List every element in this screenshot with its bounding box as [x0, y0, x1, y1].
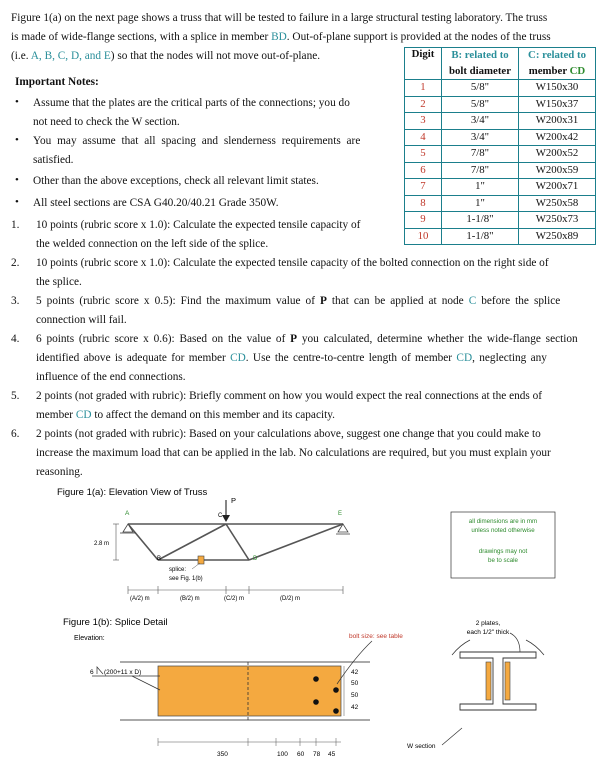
q4-text: 6 points (rubric score x 0.6): Based on the value of — [36, 333, 291, 345]
dim-42b: 42 — [351, 704, 359, 711]
intro-text: . Out-of-plane support is provided at the nodes of the truss — [286, 31, 551, 43]
q4-l3: influence of the end connections. — [36, 371, 186, 383]
dim-50b: 50 — [351, 692, 359, 699]
notes-title: Important Notes: — [15, 76, 99, 88]
intro-line-1: Figure 1(a) on the next page shows a truss that will be tested to failure in a large structural testing laboratory. The truss — [11, 12, 548, 24]
weld-plate-size: (200+11 x D) — [104, 669, 142, 676]
table-cell-d: 4 — [405, 129, 442, 146]
col-c-l1: C: related to — [519, 48, 596, 64]
node-c-ref: C — [468, 295, 477, 307]
table-row — [405, 113, 596, 130]
table-cell-b: 1-1/8" — [442, 212, 519, 229]
dim-60: 60 — [297, 751, 305, 758]
note-scale-l1: drawings may not — [478, 548, 528, 555]
q3-text: that can be applied at node — [326, 295, 469, 307]
node-b-label: B — [157, 556, 162, 562]
splice-plate-side — [505, 662, 510, 700]
table-cell-c: W200x71 — [519, 179, 596, 196]
roller-support-e — [338, 524, 348, 532]
table-cell-b: 1-1/8" — [442, 228, 519, 245]
q1-l1: 10 points (rubric score x 1.0): Calculate the expected tensile capacity of — [36, 219, 361, 231]
table-row — [405, 129, 596, 146]
fig1b-title: Figure 1(b): Splice Detail — [63, 617, 168, 628]
weld-size: 6 — [90, 669, 94, 676]
table-row — [405, 80, 596, 97]
q6-l1: 2 points (not graded with rubric): Based on your calculations above, suggest one change that you could make to — [36, 428, 541, 440]
member-bd-ref: BD — [271, 31, 287, 43]
q4-text: . Use the centre-to-centre length of member — [245, 352, 457, 364]
dim-100: 100 — [277, 751, 288, 758]
table-cell-b: 7/8" — [442, 162, 519, 179]
note-1-l2: not need to check the W section. — [33, 116, 180, 128]
load-p-ref: P — [319, 295, 327, 307]
table-cell-d: 1 — [405, 80, 442, 97]
note-4: All steel sections are CSA G40.20/40.21 Grade 350W. — [33, 197, 279, 209]
w-section-label: W section — [407, 743, 436, 750]
table-row — [405, 179, 596, 196]
q6-l2: increase the maximum load that can be applied in the lab. No calculations are required, but you must explain your — [36, 447, 551, 459]
q3-text: 5 points (rubric score x 0.5): Find the maximum value of — [36, 295, 320, 307]
bullet-icon: • — [15, 96, 19, 108]
col-b-l1: B: related to — [442, 48, 519, 64]
q4-text: you calculated, determine whether the wide-flange section — [297, 333, 578, 345]
dim-c2: (C/2) m — [224, 596, 244, 602]
notes-box — [451, 512, 555, 578]
table-cell-c: W200x31 — [519, 113, 596, 130]
note-1-l1: Assume that the plates are the critical parts of the connections; you do — [33, 97, 350, 109]
q4-l2 — [36, 351, 547, 365]
note-scale-l2: be to scale — [488, 557, 518, 564]
bullet-icon: • — [15, 174, 19, 186]
table-cell-c: W150x30 — [519, 80, 596, 97]
bolt — [313, 676, 319, 682]
node-d-label: D — [253, 556, 258, 562]
member-cd-ref: CD — [456, 352, 473, 364]
q4-num: 4. — [11, 333, 20, 345]
table-cell-b: 5/8" — [442, 96, 519, 113]
q1-l2: the welded connection on the left side of the splice. — [36, 238, 269, 250]
member-cd-ref: CD — [230, 352, 246, 364]
note-dims-l2: unless noted otherwise — [471, 527, 535, 534]
q5-l1: 2 points (not graded with rubric): Briefly comment on how you would expect the real connections at the ends of — [36, 390, 543, 402]
table-cell-b: 3/4" — [442, 129, 519, 146]
dim-42a: 42 — [351, 669, 359, 676]
table-cell-c: W250x89 — [519, 228, 596, 245]
intro-text: is made of wide-flange sections, with a splice in member — [11, 31, 272, 43]
table-cell-c: W250x73 — [519, 212, 596, 229]
dim-78: 78 — [313, 751, 321, 758]
q3-l2: connection will fail. — [36, 314, 127, 326]
table-cell-c: W200x42 — [519, 129, 596, 146]
note-3: Other than the above exceptions, check all relevant limit states. — [33, 175, 319, 187]
q2-num: 2. — [11, 257, 20, 269]
table-cell-b: 1" — [442, 195, 519, 212]
bolt — [333, 687, 339, 693]
splice-plate — [158, 666, 341, 716]
fig1a-title: Figure 1(a): Elevation View of Truss — [57, 487, 208, 498]
intro-text: ) so that the nodes will not move out-of-plane. — [110, 50, 321, 62]
bullet-icon: • — [15, 134, 19, 146]
col-b-l2: bolt diameter — [442, 64, 519, 80]
splice-label-l1: splice: — [169, 567, 187, 573]
table-cell-d: 6 — [405, 162, 442, 179]
intro-line-3 — [11, 49, 320, 63]
intro-line-2 — [11, 30, 551, 44]
dim-a2: (A/2) m — [130, 596, 150, 602]
bolt — [333, 708, 339, 714]
table-cell-b: 1" — [442, 179, 519, 196]
q3-l1 — [36, 294, 560, 308]
load-arrow-icon — [222, 515, 230, 522]
weld-icon — [97, 667, 103, 674]
table-row — [405, 195, 596, 212]
table-cell-d: 2 — [405, 96, 442, 113]
member-cd-ref: CD — [75, 409, 92, 421]
digit-table — [404, 47, 596, 245]
q3-text: before the splice — [476, 295, 561, 307]
table-cell-d: 5 — [405, 146, 442, 163]
q4-text: identified above is adequate for member — [36, 352, 231, 364]
table-row — [405, 96, 596, 113]
table-cell-c: W200x59 — [519, 162, 596, 179]
table-cell-d: 7 — [405, 179, 442, 196]
note-2-l1: You may assume that all spacing and slenderness requirements are — [33, 135, 361, 147]
dim-350: 350 — [217, 751, 228, 758]
dim-50a: 50 — [351, 680, 359, 687]
table-row — [405, 212, 596, 229]
load-p-label: P — [231, 496, 237, 505]
q1-num: 1. — [11, 219, 20, 231]
table-cell-d: 9 — [405, 212, 442, 229]
table-cell-b: 5/8" — [442, 80, 519, 97]
node-e-label: E — [338, 511, 343, 517]
elevation-label: Elevation: — [74, 635, 105, 642]
q5-text: member — [36, 409, 76, 421]
splice-label-l2: see Fig. 1(b) — [169, 576, 203, 582]
table-cell-d: 3 — [405, 113, 442, 130]
q4-l1 — [36, 332, 578, 346]
pin-support-a — [123, 524, 133, 532]
table-cell-b: 7/8" — [442, 146, 519, 163]
q6-l3: reasoning. — [36, 466, 83, 478]
table-row — [405, 162, 596, 179]
table-cell-d: 8 — [405, 195, 442, 212]
table-cell-c: W200x52 — [519, 146, 596, 163]
bolt-size-note: bolt size: see table — [349, 633, 403, 640]
node-c-label: C — [218, 513, 223, 519]
load-p-ref: P — [290, 333, 298, 345]
dim-b2: (B/2) m — [180, 596, 200, 602]
table-cell-d: 10 — [405, 228, 442, 245]
table-cell-b: 3/4" — [442, 113, 519, 130]
table-cell-c: W250x58 — [519, 195, 596, 212]
q3-num: 3. — [11, 295, 20, 307]
splice-marker — [198, 556, 204, 564]
height-dim: 2.8 m — [94, 541, 110, 547]
table-row — [405, 146, 596, 163]
q6-num: 6. — [11, 428, 20, 440]
splice-plate-side — [486, 662, 491, 700]
q5-l2 — [36, 408, 335, 422]
col-c-text: member — [528, 64, 570, 77]
truss-members — [128, 524, 343, 560]
bolt — [313, 699, 319, 705]
dim-d2: (D/2) m — [280, 596, 300, 602]
intro-text: (i.e. — [11, 50, 31, 62]
bullet-icon: • — [15, 196, 19, 208]
plates-note-l1: 2 plates, — [475, 620, 501, 627]
table-row — [405, 228, 596, 245]
q2-l2: the splice. — [36, 276, 82, 288]
note-2-l2: satisfied. — [33, 154, 74, 166]
q5-text: to affect the demand on this member and its capacity. — [91, 409, 335, 421]
plates-note-l2: each 1/2" thick — [466, 629, 510, 636]
member-cd-ref: CD — [569, 64, 586, 77]
w-section-icon — [460, 652, 536, 710]
node-a-label: A — [125, 510, 130, 517]
q4-text: , neglecting any — [472, 352, 547, 364]
table-cell-c: W150x37 — [519, 96, 596, 113]
dim-45: 45 — [328, 751, 336, 758]
q2-l1: 10 points (rubric score x 1.0): Calculate the expected tensile capacity of the bolted connection on the right side of — [36, 257, 549, 269]
q5-num: 5. — [11, 390, 20, 402]
note-dims-l1: all dimensions are in mm — [468, 518, 538, 525]
col-digit: Digit — [405, 48, 442, 80]
nodes-ref: A, B, C, D, and E — [30, 50, 111, 62]
col-c-l2 — [519, 64, 596, 80]
